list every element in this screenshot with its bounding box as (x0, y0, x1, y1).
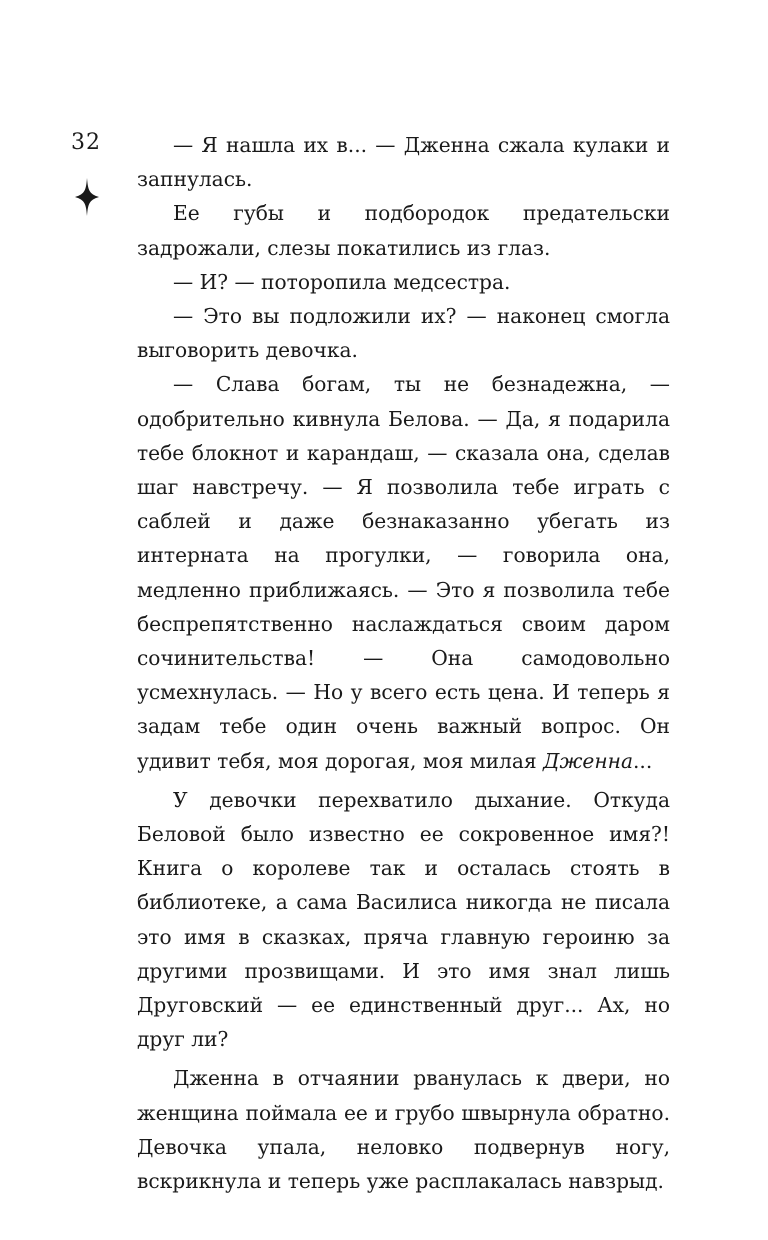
paragraph-text: — Слава богам, ты не безнадежна, — одобрительно кивнула Белова. — Да, я подарила тебе блокнот и карандаш, — сказала она, сделав шаг навстречу. — Я позволила тебе играть с саблей и даже безнаказанно убегать из интерната на прогулки, — говорила она, медленно приближаясь. — Это я позволила тебе беспрепятственно наслаждаться своим даром сочинительства! — Она самодовольно усмехнулась. — Но у всего есть цена. И теперь я задам тебе один очень важный вопрос. Он удивит тебя, моя дорогая, моя милая (137, 372, 670, 773)
paragraph-tail: ... (632, 748, 653, 773)
paragraph: — И? — поторопила медсестра. (173, 269, 511, 294)
paragraph (137, 367, 670, 777)
paragraph: — Это вы подложили их? — наконец смогла выговорить девочка. (137, 304, 670, 363)
paragraph: — Я нашла их в... — Дженна сжала кулаки и запнулась. (137, 133, 670, 192)
paragraph: Дженна в отчаянии рванулась к двери, но женщина поймала ее и грубо швырнула обратно. Девочка упала, неловко подвернув ногу, вскрикнула и теперь уже расплакалась навзрыд. (137, 1066, 670, 1194)
paragraph: Ее губы и подбородок предательски задрожали, слезы покатились из глаз. (137, 201, 670, 260)
emphasized-name: Дженна (543, 748, 633, 773)
body-text (137, 128, 670, 1198)
page-number: 32 (71, 130, 101, 155)
paragraph: У девочки перехватило дыхание. Откуда Беловой было известно ее сокровенное имя?! Книга о королеве так и осталась стоять в библиотеке, а сама Василиса никогда не писала это имя в сказках, пряча главную героиню за другими прозвищами. И это имя знал лишь Друговский — ее единственный друг... Ах, но друг ли? (137, 787, 670, 1052)
four-point-star-icon (75, 178, 99, 216)
